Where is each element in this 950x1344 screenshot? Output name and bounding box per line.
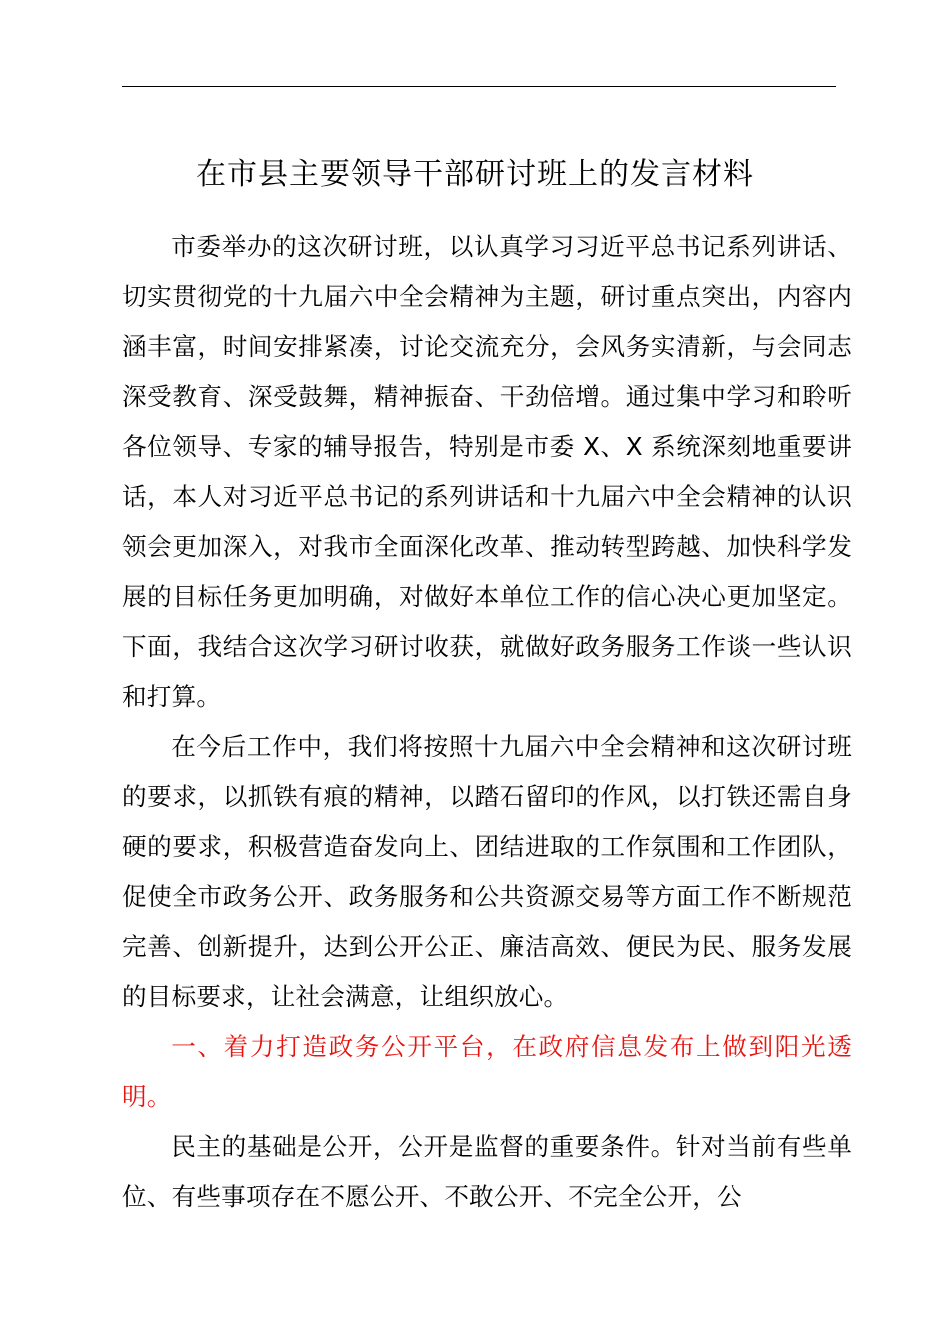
paragraph-section-1: 民主的基础是公开，公开是监督的重要条件。针对当前有些单位、有些事项存在不愿公开、不敢公开、不完全公开，公 [122, 1132, 852, 1211]
section-heading-1: 一、着力打造政务公开平台，在政府信息发布上做到阳光透明。 [122, 1032, 852, 1111]
document-body [122, 222, 852, 1222]
paragraph-intro: 市委举办的这次研讨班，以认真学习习近平总书记系列讲话、切实贯彻党的十九届六中全会精神为主题，研讨重点突出，内容内涵丰富，时间安排紧凑，讨论交流充分，会风务实清新，与会同志深受教育、深受鼓舞，精神振奋、干劲倍增。通过集中学习和聆听各位领导、专家的辅导报告，特别是市委 X、X 系统深刻地重要讲话，本人对习近平总书记的系列讲话和十九届六中全会精神的认识领会更加深入，对我市全面深化改革、推动转型跨越、加快科学发展的目标任务更加明确，对做好本单位工作的信心决心更加坚定。下面，我结合这次学习研讨收获，就做好政务服务工作谈一些认识和打算。 [122, 232, 852, 711]
paragraph-future-work: 在今后工作中，我们将按照十九届六中全会精神和这次研讨班的要求，以抓铁有痕的精神，以踏石留印的作风，以打铁还需自身硬的要求，积极营造奋发向上、团结进取的工作氛围和工作团队，促使全市政务公开、政务服务和公共资源交易等方面工作不断规范完善、创新提升，达到公开公正、廉洁高效、便民为民、服务发展的目标要求，让社会满意，让组织放心。 [122, 732, 852, 1011]
document-title: 在市县主要领导干部研讨班上的发言材料 [196, 157, 754, 192]
header-rule [122, 86, 836, 87]
